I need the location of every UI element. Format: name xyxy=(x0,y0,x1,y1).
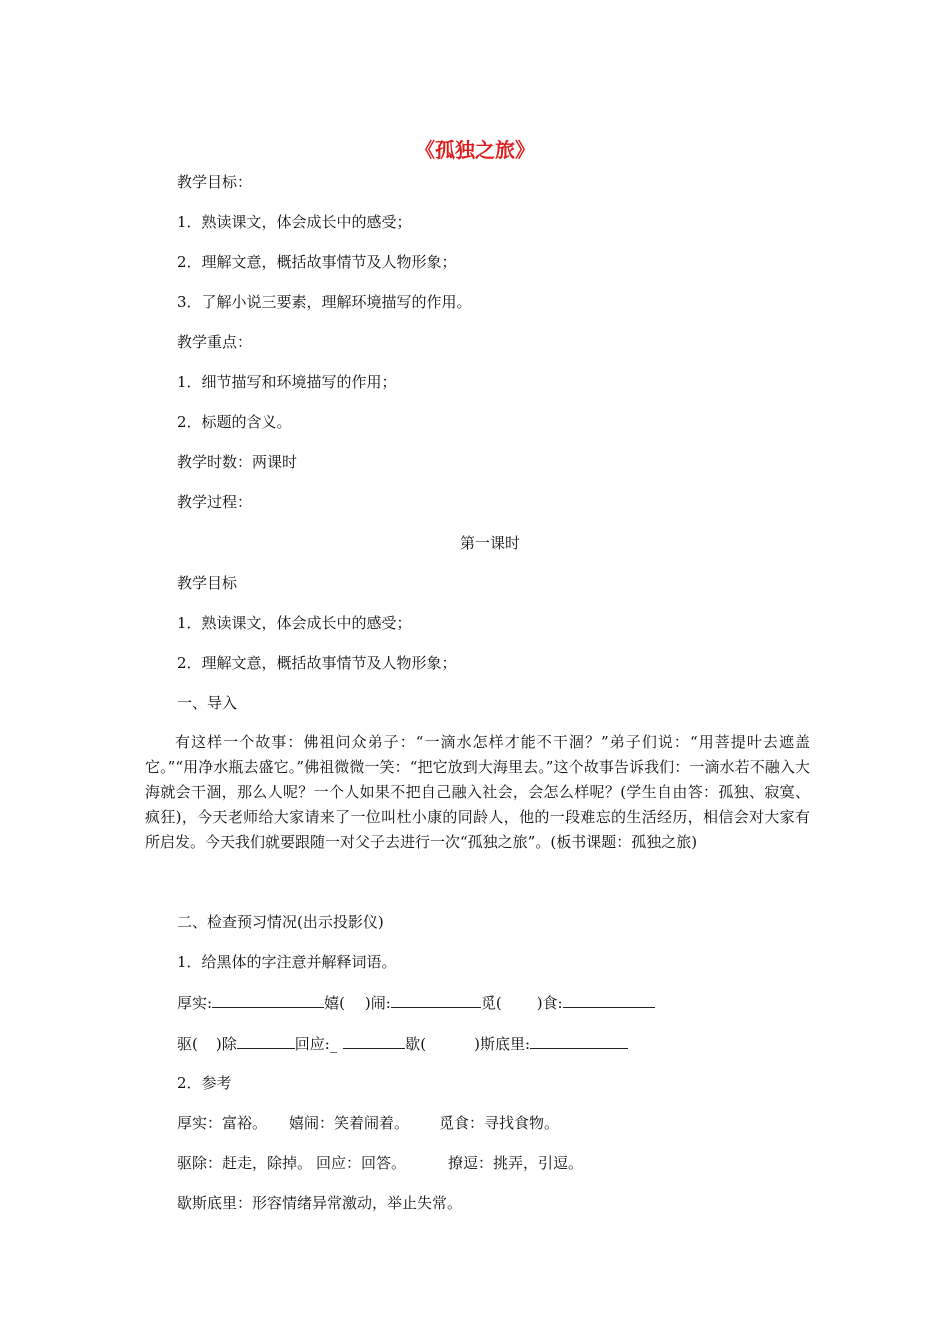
document-title: 《孤独之旅》 xyxy=(415,138,535,162)
vocab-row-1 xyxy=(177,992,655,1013)
key-point: 1．细节描写和环境描写的作用； xyxy=(177,373,397,391)
vocab-term: 歇( xyxy=(405,1035,427,1053)
goals-heading: 教学目标： xyxy=(177,173,253,191)
vocab-term: 驱( xyxy=(177,1035,198,1053)
answers-row-2 xyxy=(177,1153,583,1173)
fill-blank xyxy=(530,1033,628,1049)
answer-item: 回应：回答。 xyxy=(316,1154,407,1172)
answer-item: 嬉闹：笑着闹着。 xyxy=(289,1114,410,1132)
key-heading: 教学重点： xyxy=(177,333,253,351)
vocab-term: 觅( xyxy=(480,994,502,1012)
vocab-term: )闹: xyxy=(364,994,391,1012)
lesson1-title: 第一课时 xyxy=(459,534,520,552)
answer-item: 撩逗：挑弄，引逗。 xyxy=(448,1154,584,1172)
fill-blank xyxy=(391,992,481,1008)
vocab-term: )斯底里: xyxy=(474,1035,531,1053)
task2-heading: 2．参考 xyxy=(177,1074,232,1092)
fill-blank xyxy=(563,992,655,1008)
intro-paragraph: 有这样一个故事：佛祖问众弟子：“一滴水怎样才能不干涸？”弟子们说：“用菩提叶去遮盖它。”“用净水瓶去盛它。”佛祖微微一笑：“把它放到大海里去。”这个故事告诉我们：一滴水若不融入大海就会干涸，那么人呢？一个人如果不把自己融入社会，会怎么样呢？(学生自由答：孤独、寂寞、疯狂)，今天老师给大家请来了一位叫杜小康的同龄人，他的一段难忘的生活经历，相信会对大家有所启发。今天我们就要跟随一对父子去进行一次“孤独之旅”。(板书课题：孤独之旅) xyxy=(145,733,810,851)
lesson1-goals-heading: 教学目标 xyxy=(177,574,238,592)
goal-item: 1．熟读课文，体会成长中的感受； xyxy=(177,213,412,231)
lesson1-goal-item: 2．理解文意，概括故事情节及人物形象； xyxy=(177,654,457,672)
process-heading: 教学过程： xyxy=(177,493,253,511)
section2-heading: 二、检查预习情况(出示投影仪) xyxy=(177,913,384,931)
goal-item: 2．理解文意，概括故事情节及人物形象； xyxy=(177,253,457,271)
vocab-term: )除 xyxy=(215,1035,237,1053)
teaching-hours: 教学时数：两课时 xyxy=(177,453,298,471)
answers-row-1 xyxy=(177,1113,559,1133)
section1-heading: 一、导入 xyxy=(177,694,238,712)
vocab-row-2 xyxy=(177,1033,628,1054)
task1-instruction: 1．给黑体的字注意并解释词语。 xyxy=(177,953,397,971)
fill-blank xyxy=(343,1033,405,1049)
vocab-term: )食: xyxy=(536,994,563,1012)
key-point: 2．标题的含义。 xyxy=(177,413,292,431)
fill-blank xyxy=(237,1033,295,1049)
goal-item: 3．了解小说三要素，理解环境描写的作用。 xyxy=(177,293,472,311)
vocab-term: 厚实: xyxy=(177,994,213,1012)
lesson1-goal-item: 1．熟读课文，体会成长中的感受； xyxy=(177,614,412,632)
answers-row-3: 歇斯底里：形容情绪异常激动，举止失常。 xyxy=(177,1194,463,1212)
vocab-term: 嬉( xyxy=(324,994,345,1012)
vocab-term: 回应:_ xyxy=(294,1035,338,1053)
fill-blank xyxy=(212,992,324,1008)
answer-item: 厚实：富裕。 xyxy=(177,1114,268,1132)
answer-item: 觅食：寻找食物。 xyxy=(439,1114,560,1132)
answer-item: 驱除：赶走，除掉。 xyxy=(177,1154,313,1172)
